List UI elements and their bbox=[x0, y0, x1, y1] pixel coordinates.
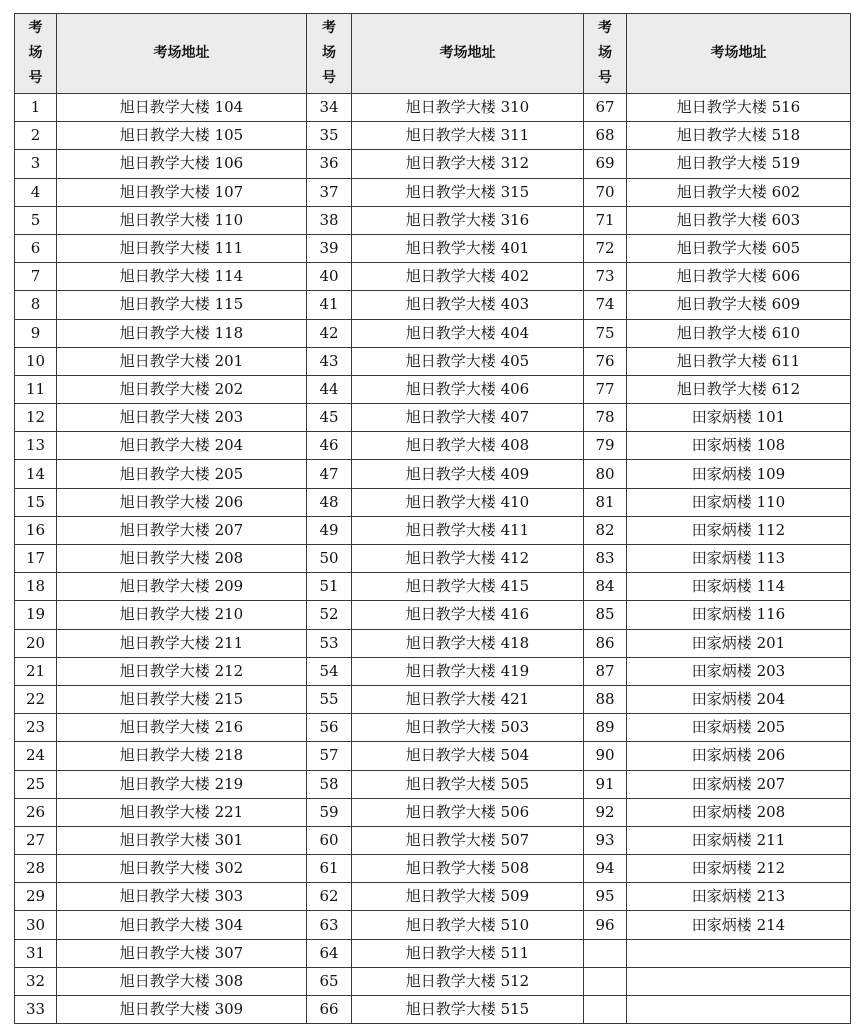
room-number-cell: 54 bbox=[307, 657, 352, 685]
room-number-cell: 71 bbox=[584, 206, 627, 234]
room-address-cell: 旭日教学大楼 408 bbox=[352, 432, 584, 460]
table-row bbox=[15, 770, 851, 798]
room-number-cell: 85 bbox=[584, 601, 627, 629]
room-address-cell: 旭日教学大楼 503 bbox=[352, 714, 584, 742]
room-address-cell: 旭日教学大楼 512 bbox=[352, 967, 584, 995]
header-row bbox=[15, 14, 851, 94]
room-number-cell: 47 bbox=[307, 460, 352, 488]
room-address-cell: 旭日教学大楼 516 bbox=[627, 94, 851, 122]
room-number-cell: 53 bbox=[307, 629, 352, 657]
table-row bbox=[15, 375, 851, 403]
table-row bbox=[15, 347, 851, 375]
header-char: 号 bbox=[28, 70, 43, 86]
room-number-cell: 63 bbox=[307, 911, 352, 939]
room-address-cell: 田家炳楼 114 bbox=[627, 573, 851, 601]
table-row bbox=[15, 432, 851, 460]
room-address-cell: 旭日教学大楼 105 bbox=[57, 122, 307, 150]
table-row bbox=[15, 263, 851, 291]
room-number-cell: 74 bbox=[584, 291, 627, 319]
room-address-cell: 旭日教学大楼 111 bbox=[57, 234, 307, 262]
room-number-cell: 68 bbox=[584, 122, 627, 150]
room-number-cell: 12 bbox=[15, 404, 57, 432]
room-address-cell: 旭日教学大楼 602 bbox=[627, 178, 851, 206]
table-row bbox=[15, 516, 851, 544]
room-number-cell: 18 bbox=[15, 573, 57, 601]
room-address-cell: 旭日教学大楼 202 bbox=[57, 375, 307, 403]
room-number-cell: 78 bbox=[584, 404, 627, 432]
room-number-cell: 10 bbox=[15, 347, 57, 375]
room-address-cell: 田家炳楼 112 bbox=[627, 516, 851, 544]
header-char: 考 bbox=[322, 20, 336, 36]
room-address-cell: 旭日教学大楼 407 bbox=[352, 404, 584, 432]
room-address-header: 考场地址 bbox=[352, 14, 584, 94]
room-address-cell: 旭日教学大楼 104 bbox=[57, 94, 307, 122]
room-address-cell: 旭日教学大楼 110 bbox=[57, 206, 307, 234]
room-number-cell: 4 bbox=[15, 178, 57, 206]
room-number-cell: 69 bbox=[584, 150, 627, 178]
room-number-cell: 90 bbox=[584, 742, 627, 770]
room-number-cell: 27 bbox=[15, 826, 57, 854]
room-address-cell: 田家炳楼 208 bbox=[627, 798, 851, 826]
table-row bbox=[15, 291, 851, 319]
room-address-cell: 旭日教学大楼 212 bbox=[57, 657, 307, 685]
room-number-cell: 56 bbox=[307, 714, 352, 742]
table-row bbox=[15, 404, 851, 432]
room-number-cell: 37 bbox=[307, 178, 352, 206]
room-number-cell bbox=[584, 967, 627, 995]
room-address-cell: 旭日教学大楼 609 bbox=[627, 291, 851, 319]
room-address-cell: 旭日教学大楼 510 bbox=[352, 911, 584, 939]
room-number-cell: 86 bbox=[584, 629, 627, 657]
room-address-cell: 旭日教学大楼 315 bbox=[352, 178, 584, 206]
room-number-cell: 58 bbox=[307, 770, 352, 798]
room-number-header bbox=[15, 14, 57, 94]
room-number-cell: 43 bbox=[307, 347, 352, 375]
table-row bbox=[15, 234, 851, 262]
header-char: 号 bbox=[322, 70, 336, 86]
room-address-header: 考场地址 bbox=[57, 14, 307, 94]
table-row bbox=[15, 939, 851, 967]
room-address-cell: 旭日教学大楼 311 bbox=[352, 122, 584, 150]
room-number-cell: 25 bbox=[15, 770, 57, 798]
header-char: 考 bbox=[598, 20, 612, 36]
room-address-cell: 旭日教学大楼 107 bbox=[57, 178, 307, 206]
room-number-cell bbox=[584, 996, 627, 1024]
room-number-cell: 17 bbox=[15, 545, 57, 573]
room-number-cell: 94 bbox=[584, 855, 627, 883]
room-number-cell: 32 bbox=[15, 967, 57, 995]
room-number-cell: 45 bbox=[307, 404, 352, 432]
room-address-cell: 旭日教学大楼 605 bbox=[627, 234, 851, 262]
room-number-cell: 67 bbox=[584, 94, 627, 122]
room-number-cell: 9 bbox=[15, 319, 57, 347]
room-number-cell: 77 bbox=[584, 375, 627, 403]
room-address-cell: 旭日教学大楼 221 bbox=[57, 798, 307, 826]
room-address-cell: 旭日教学大楼 611 bbox=[627, 347, 851, 375]
room-address-cell: 旭日教学大楼 115 bbox=[57, 291, 307, 319]
room-address-cell: 田家炳楼 212 bbox=[627, 855, 851, 883]
room-address-cell: 旭日教学大楼 211 bbox=[57, 629, 307, 657]
room-address-cell: 旭日教学大楼 218 bbox=[57, 742, 307, 770]
room-address-cell: 旭日教学大楼 505 bbox=[352, 770, 584, 798]
room-number-cell: 62 bbox=[307, 883, 352, 911]
room-number-cell: 66 bbox=[307, 996, 352, 1024]
room-address-cell: 旭日教学大楼 509 bbox=[352, 883, 584, 911]
room-number-cell: 2 bbox=[15, 122, 57, 150]
room-address-cell: 旭日教学大楼 504 bbox=[352, 742, 584, 770]
room-number-cell: 70 bbox=[584, 178, 627, 206]
room-number-cell: 44 bbox=[307, 375, 352, 403]
room-number-cell: 75 bbox=[584, 319, 627, 347]
room-number-cell: 1 bbox=[15, 94, 57, 122]
room-address-cell: 田家炳楼 113 bbox=[627, 545, 851, 573]
room-number-cell: 76 bbox=[584, 347, 627, 375]
room-number-cell: 8 bbox=[15, 291, 57, 319]
room-address-cell: 田家炳楼 206 bbox=[627, 742, 851, 770]
room-address-cell: 田家炳楼 205 bbox=[627, 714, 851, 742]
room-address-cell: 旭日教学大楼 410 bbox=[352, 488, 584, 516]
room-number-cell: 31 bbox=[15, 939, 57, 967]
table-row bbox=[15, 798, 851, 826]
room-address-cell: 田家炳楼 214 bbox=[627, 911, 851, 939]
room-address-cell: 旭日教学大楼 209 bbox=[57, 573, 307, 601]
room-address-cell: 田家炳楼 207 bbox=[627, 770, 851, 798]
room-address-cell: 旭日教学大楼 207 bbox=[57, 516, 307, 544]
room-number-cell: 46 bbox=[307, 432, 352, 460]
room-address-cell: 旭日教学大楼 507 bbox=[352, 826, 584, 854]
room-number-cell: 22 bbox=[15, 685, 57, 713]
room-address-cell: 旭日教学大楼 419 bbox=[352, 657, 584, 685]
room-address-cell: 旭日教学大楼 307 bbox=[57, 939, 307, 967]
room-number-cell: 16 bbox=[15, 516, 57, 544]
table-row bbox=[15, 319, 851, 347]
table-row bbox=[15, 883, 851, 911]
room-number-cell: 72 bbox=[584, 234, 627, 262]
room-address-cell: 旭日教学大楼 411 bbox=[352, 516, 584, 544]
table-row bbox=[15, 996, 851, 1024]
room-address-cell: 旭日教学大楼 415 bbox=[352, 573, 584, 601]
room-address-cell: 旭日教学大楼 219 bbox=[57, 770, 307, 798]
room-number-cell: 36 bbox=[307, 150, 352, 178]
room-number-cell: 14 bbox=[15, 460, 57, 488]
table-row bbox=[15, 826, 851, 854]
room-number-cell: 23 bbox=[15, 714, 57, 742]
room-number-cell bbox=[584, 939, 627, 967]
table-row bbox=[15, 742, 851, 770]
room-address-cell bbox=[627, 939, 851, 967]
table-row bbox=[15, 573, 851, 601]
table-row bbox=[15, 911, 851, 939]
room-address-cell: 旭日教学大楼 208 bbox=[57, 545, 307, 573]
room-address-cell: 旭日教学大楼 204 bbox=[57, 432, 307, 460]
room-number-cell: 21 bbox=[15, 657, 57, 685]
room-address-cell: 旭日教学大楼 106 bbox=[57, 150, 307, 178]
room-number-cell: 33 bbox=[15, 996, 57, 1024]
room-address-cell: 田家炳楼 204 bbox=[627, 685, 851, 713]
room-number-cell: 84 bbox=[584, 573, 627, 601]
room-address-cell: 旭日教学大楼 210 bbox=[57, 601, 307, 629]
room-address-cell: 旭日教学大楼 515 bbox=[352, 996, 584, 1024]
room-address-cell: 旭日教学大楼 603 bbox=[627, 206, 851, 234]
room-number-cell: 5 bbox=[15, 206, 57, 234]
room-number-cell: 96 bbox=[584, 911, 627, 939]
room-address-cell: 田家炳楼 203 bbox=[627, 657, 851, 685]
header-char: 号 bbox=[598, 70, 612, 86]
header-char: 场 bbox=[28, 45, 43, 61]
room-address-cell: 田家炳楼 108 bbox=[627, 432, 851, 460]
room-address-cell: 田家炳楼 110 bbox=[627, 488, 851, 516]
room-address-cell: 田家炳楼 201 bbox=[627, 629, 851, 657]
room-number-cell: 29 bbox=[15, 883, 57, 911]
table-row bbox=[15, 629, 851, 657]
room-address-cell: 旭日教学大楼 302 bbox=[57, 855, 307, 883]
room-number-cell: 89 bbox=[584, 714, 627, 742]
room-number-cell: 41 bbox=[307, 291, 352, 319]
room-number-cell: 42 bbox=[307, 319, 352, 347]
table-row bbox=[15, 657, 851, 685]
room-address-cell: 旭日教学大楼 402 bbox=[352, 263, 584, 291]
room-number-cell: 49 bbox=[307, 516, 352, 544]
room-address-cell: 旭日教学大楼 308 bbox=[57, 967, 307, 995]
table-row bbox=[15, 178, 851, 206]
room-address-cell bbox=[627, 967, 851, 995]
room-number-cell: 24 bbox=[15, 742, 57, 770]
room-address-cell: 旭日教学大楼 201 bbox=[57, 347, 307, 375]
room-number-cell: 65 bbox=[307, 967, 352, 995]
room-address-cell: 旭日教学大楼 519 bbox=[627, 150, 851, 178]
room-address-cell: 旭日教学大楼 416 bbox=[352, 601, 584, 629]
room-address-cell: 旭日教学大楼 301 bbox=[57, 826, 307, 854]
room-address-cell: 田家炳楼 116 bbox=[627, 601, 851, 629]
room-address-cell: 旭日教学大楼 403 bbox=[352, 291, 584, 319]
room-address-cell: 田家炳楼 101 bbox=[627, 404, 851, 432]
room-address-cell: 旭日教学大楼 506 bbox=[352, 798, 584, 826]
room-number-cell: 39 bbox=[307, 234, 352, 262]
room-address-cell: 旭日教学大楼 610 bbox=[627, 319, 851, 347]
table-row bbox=[15, 488, 851, 516]
room-number-cell: 61 bbox=[307, 855, 352, 883]
room-address-header: 考场地址 bbox=[627, 14, 851, 94]
room-number-header bbox=[307, 14, 352, 94]
room-address-cell: 旭日教学大楼 404 bbox=[352, 319, 584, 347]
room-number-cell: 7 bbox=[15, 263, 57, 291]
table-row bbox=[15, 601, 851, 629]
room-number-cell: 35 bbox=[307, 122, 352, 150]
room-number-cell: 30 bbox=[15, 911, 57, 939]
room-number-cell: 19 bbox=[15, 601, 57, 629]
table-row bbox=[15, 685, 851, 713]
room-number-cell: 26 bbox=[15, 798, 57, 826]
room-address-cell: 旭日教学大楼 405 bbox=[352, 347, 584, 375]
room-number-cell: 92 bbox=[584, 798, 627, 826]
room-number-cell: 73 bbox=[584, 263, 627, 291]
room-address-cell: 旭日教学大楼 409 bbox=[352, 460, 584, 488]
room-address-cell: 旭日教学大楼 205 bbox=[57, 460, 307, 488]
room-address-cell: 旭日教学大楼 401 bbox=[352, 234, 584, 262]
room-address-cell: 旭日教学大楼 316 bbox=[352, 206, 584, 234]
room-number-cell: 93 bbox=[584, 826, 627, 854]
table-row bbox=[15, 967, 851, 995]
table-row bbox=[15, 545, 851, 573]
room-address-cell: 旭日教学大楼 412 bbox=[352, 545, 584, 573]
room-address-cell: 旭日教学大楼 312 bbox=[352, 150, 584, 178]
room-address-cell: 旭日教学大楼 511 bbox=[352, 939, 584, 967]
room-address-cell: 旭日教学大楼 310 bbox=[352, 94, 584, 122]
table-body bbox=[15, 94, 851, 1024]
room-address-cell: 旭日教学大楼 612 bbox=[627, 375, 851, 403]
room-number-cell: 13 bbox=[15, 432, 57, 460]
room-number-cell: 28 bbox=[15, 855, 57, 883]
room-number-cell: 80 bbox=[584, 460, 627, 488]
room-number-cell: 64 bbox=[307, 939, 352, 967]
room-address-cell: 旭日教学大楼 304 bbox=[57, 911, 307, 939]
room-number-cell: 15 bbox=[15, 488, 57, 516]
room-number-header bbox=[584, 14, 627, 94]
room-address-cell: 田家炳楼 213 bbox=[627, 883, 851, 911]
table-row bbox=[15, 122, 851, 150]
room-number-cell: 55 bbox=[307, 685, 352, 713]
room-number-cell: 91 bbox=[584, 770, 627, 798]
table-row bbox=[15, 150, 851, 178]
room-address-cell: 旭日教学大楼 518 bbox=[627, 122, 851, 150]
room-address-cell: 旭日教学大楼 118 bbox=[57, 319, 307, 347]
header-char: 考 bbox=[28, 20, 43, 36]
room-number-cell: 3 bbox=[15, 150, 57, 178]
room-address-cell: 旭日教学大楼 114 bbox=[57, 263, 307, 291]
table-header bbox=[15, 14, 851, 94]
room-address-cell: 田家炳楼 211 bbox=[627, 826, 851, 854]
header-char: 场 bbox=[322, 45, 336, 61]
room-address-cell: 旭日教学大楼 215 bbox=[57, 685, 307, 713]
room-number-cell: 88 bbox=[584, 685, 627, 713]
room-address-cell bbox=[627, 996, 851, 1024]
room-number-cell: 87 bbox=[584, 657, 627, 685]
room-address-cell: 旭日教学大楼 418 bbox=[352, 629, 584, 657]
room-number-cell: 11 bbox=[15, 375, 57, 403]
exam-room-table bbox=[14, 13, 851, 1024]
room-number-cell: 59 bbox=[307, 798, 352, 826]
room-number-cell: 83 bbox=[584, 545, 627, 573]
room-number-cell: 50 bbox=[307, 545, 352, 573]
table-row bbox=[15, 855, 851, 883]
room-number-cell: 52 bbox=[307, 601, 352, 629]
room-number-cell: 95 bbox=[584, 883, 627, 911]
room-address-cell: 旭日教学大楼 606 bbox=[627, 263, 851, 291]
room-address-cell: 旭日教学大楼 206 bbox=[57, 488, 307, 516]
room-number-cell: 51 bbox=[307, 573, 352, 601]
room-number-cell: 48 bbox=[307, 488, 352, 516]
header-char: 场 bbox=[598, 45, 612, 61]
room-number-cell: 79 bbox=[584, 432, 627, 460]
table-row bbox=[15, 460, 851, 488]
room-number-cell: 6 bbox=[15, 234, 57, 262]
room-number-cell: 40 bbox=[307, 263, 352, 291]
room-address-cell: 旭日教学大楼 309 bbox=[57, 996, 307, 1024]
room-number-cell: 81 bbox=[584, 488, 627, 516]
room-address-cell: 旭日教学大楼 303 bbox=[57, 883, 307, 911]
table-row bbox=[15, 94, 851, 122]
room-address-cell: 旭日教学大楼 216 bbox=[57, 714, 307, 742]
room-address-cell: 旭日教学大楼 508 bbox=[352, 855, 584, 883]
room-number-cell: 34 bbox=[307, 94, 352, 122]
room-number-cell: 60 bbox=[307, 826, 352, 854]
room-address-cell: 旭日教学大楼 421 bbox=[352, 685, 584, 713]
table-row bbox=[15, 714, 851, 742]
room-address-cell: 旭日教学大楼 406 bbox=[352, 375, 584, 403]
room-address-cell: 田家炳楼 109 bbox=[627, 460, 851, 488]
table-row bbox=[15, 206, 851, 234]
room-number-cell: 20 bbox=[15, 629, 57, 657]
room-number-cell: 82 bbox=[584, 516, 627, 544]
room-number-cell: 57 bbox=[307, 742, 352, 770]
room-address-cell: 旭日教学大楼 203 bbox=[57, 404, 307, 432]
room-number-cell: 38 bbox=[307, 206, 352, 234]
